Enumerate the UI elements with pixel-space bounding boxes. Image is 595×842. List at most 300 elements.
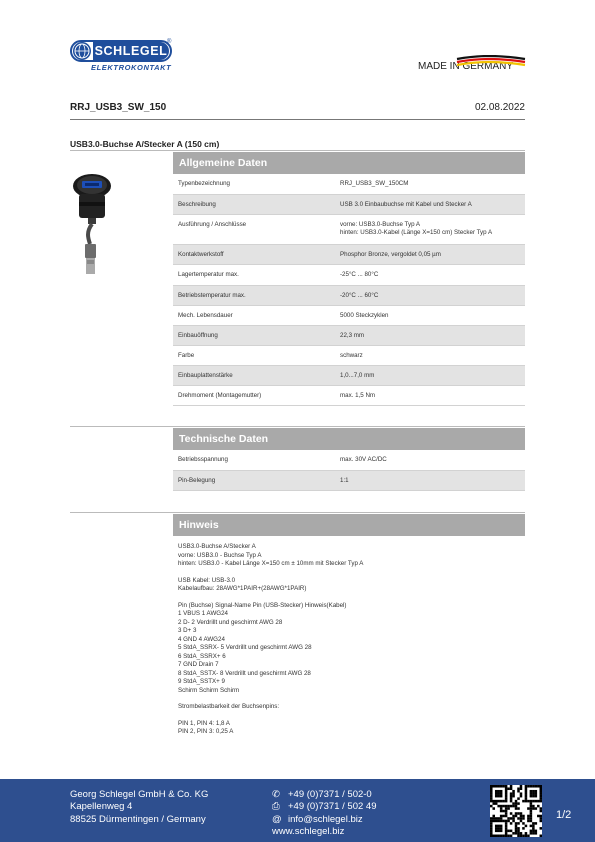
- company-name: Georg Schlegel GmbH & Co. KG: [70, 789, 209, 800]
- row-label: Typenbezeichnung: [178, 180, 230, 187]
- qr-module: [502, 815, 505, 818]
- qr-module: [532, 822, 535, 825]
- qr-module: [540, 785, 542, 788]
- row-label: Beschreibung: [178, 201, 216, 208]
- qr-module: [510, 800, 513, 803]
- qr-module: [497, 795, 500, 798]
- qr-module: [505, 805, 508, 808]
- logo-wordmark: SCHLEGEL: [94, 44, 168, 58]
- qr-module: [520, 812, 523, 815]
- row-label: Einbauöffnung: [178, 332, 218, 339]
- row-label: Lagertemperatur max.: [178, 271, 239, 278]
- row-value: USB 3.0 Einbaubuchse mit Kabel und Stecker A: [340, 201, 472, 208]
- note-line: PIN 2, PIN 3: 0,25 A: [178, 728, 234, 735]
- qr-module: [520, 815, 523, 818]
- qr-module: [527, 815, 530, 818]
- qr-module: [525, 790, 528, 793]
- note-line: USB3.0-Buchse A/Stecker A: [178, 543, 256, 550]
- qr-module: [500, 825, 503, 828]
- qr-module: [517, 802, 520, 805]
- spacer: [178, 695, 518, 703]
- qr-module: [540, 835, 542, 837]
- qr-module: [520, 832, 523, 835]
- germany-flag-icon: [455, 55, 527, 69]
- qr-module: [520, 835, 523, 837]
- qr-module: [492, 815, 495, 818]
- qr-module: [510, 787, 513, 790]
- note-line: PIN 1, PIN 4: 1,8 A: [178, 719, 230, 727]
- row-label: Betriebstemperatur max.: [178, 292, 246, 299]
- qr-module: [495, 827, 498, 830]
- qr-module: [490, 822, 493, 825]
- table-row: [173, 265, 525, 286]
- qr-module: [500, 805, 503, 808]
- qr-module: [515, 830, 518, 833]
- qr-module: [510, 835, 513, 837]
- qr-module: [532, 825, 535, 828]
- qr-module: [522, 827, 525, 830]
- qr-module: [502, 785, 505, 788]
- qr-module: [507, 830, 510, 833]
- general-data-table: [173, 174, 525, 406]
- qr-module: [512, 820, 515, 823]
- qr-module: [490, 797, 493, 800]
- qr-module: [500, 820, 503, 823]
- qr-module: [505, 812, 508, 815]
- qr-module: [512, 790, 515, 793]
- qr-module: [492, 835, 495, 837]
- qr-module: [537, 805, 540, 808]
- qr-module: [532, 832, 535, 835]
- qr-module: [530, 800, 533, 803]
- spacer: [178, 569, 518, 577]
- fax-icon: ⎙: [272, 801, 280, 813]
- note-line: 1 VBUS 1 AWG24: [178, 610, 228, 617]
- qr-module: [507, 787, 510, 790]
- qr-module: [517, 797, 520, 800]
- technical-data-table: [173, 450, 525, 491]
- section-divider: [70, 150, 525, 151]
- qr-module: [490, 792, 493, 795]
- qr-module: [517, 827, 520, 830]
- qr-module: [515, 802, 518, 805]
- qr-module: [490, 820, 493, 823]
- qr-module: [512, 802, 515, 805]
- qr-module: [530, 785, 533, 788]
- row-label: Kontaktwerkstoff: [178, 251, 224, 258]
- qr-module: [490, 795, 493, 798]
- qr-module: [505, 787, 508, 790]
- qr-module: [505, 830, 508, 833]
- qr-module: [492, 785, 495, 788]
- qr-module: [510, 785, 513, 788]
- note-line: 5 StdA_SSRX- 5 Verdrillt und geschirmt AWG 28: [178, 644, 312, 651]
- qr-module: [505, 815, 508, 818]
- qr-module: [540, 800, 542, 803]
- qr-module: [510, 792, 513, 795]
- qr-module: [502, 810, 505, 813]
- qr-module: [532, 790, 535, 793]
- note-line: Schirm Schirm Schirm: [178, 686, 240, 694]
- table-row: [173, 245, 525, 265]
- qr-module: [520, 817, 523, 820]
- qr-module: [530, 825, 533, 828]
- qr-module: [532, 795, 535, 798]
- note-line: 2 D- 2 Verdrillt und geschirmt AWG 28: [178, 618, 283, 626]
- qr-module: [490, 787, 493, 790]
- qr-module: [512, 817, 515, 820]
- qr-module: [515, 827, 518, 830]
- qr-module: [515, 822, 518, 825]
- product-subtitle: USB3.0-Buchse A/Stecker A (150 cm): [70, 139, 220, 149]
- qr-module: [535, 832, 538, 835]
- qr-module: [505, 820, 508, 823]
- qr-module: [527, 820, 530, 823]
- qr-module: [530, 830, 533, 833]
- qr-module: [505, 825, 508, 828]
- qr-module: [530, 805, 533, 808]
- qr-module: [500, 815, 503, 818]
- qr-module: [497, 830, 500, 833]
- qr-module: [495, 792, 498, 795]
- qr-module: [540, 797, 542, 800]
- note-line: 6 StdA_SSRX+ 6: [178, 652, 226, 660]
- website-link[interactable]: www.schlegel.biz: [272, 825, 345, 837]
- qr-module: [530, 802, 533, 805]
- qr-module: [512, 805, 515, 808]
- qr-module: [510, 805, 513, 808]
- qr-module: [490, 785, 493, 788]
- row-value: -25°C ... 80°C: [340, 271, 379, 278]
- qr-module: [502, 820, 505, 823]
- section-header-allgemein: Allgemeine Daten: [173, 152, 525, 174]
- qr-module: [497, 790, 500, 793]
- logo-subtitle: ELEKTROKONTAKT: [91, 63, 172, 72]
- product-image: [66, 172, 118, 280]
- qr-module: [527, 785, 530, 788]
- document-id: RRJ_USB3_SW_150: [70, 102, 167, 113]
- qr-module: [515, 812, 518, 815]
- qr-module: [517, 790, 520, 793]
- qr-module: [512, 832, 515, 835]
- fax-number[interactable]: +49 (0)7371 / 502 49: [288, 801, 377, 813]
- qr-module: [525, 800, 528, 803]
- qr-module: [535, 830, 538, 833]
- qr-module: [520, 787, 523, 790]
- qr-module: [530, 810, 533, 813]
- row-label: Einbauplattenstärke: [178, 372, 233, 379]
- qr-module: [530, 820, 533, 823]
- qr-module: [525, 792, 528, 795]
- qr-module: [520, 785, 523, 788]
- qr-module: [500, 817, 503, 820]
- qr-module: [497, 820, 500, 823]
- table-row: [173, 174, 525, 195]
- qr-module: [522, 817, 525, 820]
- email-link[interactable]: info@schlegel.biz: [288, 813, 363, 825]
- qr-module: [512, 795, 515, 798]
- qr-module: [502, 805, 505, 808]
- qr-module: [495, 817, 498, 820]
- phone-number[interactable]: +49 (0)7371 / 502-0: [288, 789, 372, 800]
- qr-module: [520, 795, 523, 798]
- row-value: 1,0...7,0 mm: [340, 372, 375, 379]
- qr-module: [527, 807, 530, 810]
- qr-module: [505, 822, 508, 825]
- qr-module: [517, 787, 520, 790]
- section-header-technisch: Technische Daten: [173, 428, 525, 450]
- qr-module: [497, 785, 500, 788]
- note-line: hinten: USB3.0 - Kabel Länge X=150 cm ± 10mm mit Stecker Typ A: [178, 560, 364, 567]
- qr-module: [500, 807, 503, 810]
- qr-module: [527, 835, 530, 837]
- table-row: [173, 471, 525, 491]
- qr-module: [540, 807, 542, 810]
- qr-module: [490, 832, 493, 835]
- qr-module: [535, 807, 538, 810]
- page-number: 1/2: [556, 809, 572, 821]
- table-row: [173, 386, 525, 406]
- qr-module: [492, 817, 495, 820]
- qr-module: [495, 820, 498, 823]
- qr-module: [532, 807, 535, 810]
- qr-module: [500, 790, 503, 793]
- qr-module: [532, 800, 535, 803]
- qr-module: [490, 827, 493, 830]
- qr-module: [515, 832, 518, 835]
- qr-module: [525, 825, 528, 828]
- qr-module: [490, 790, 493, 793]
- qr-module: [540, 787, 542, 790]
- qr-module: [522, 835, 525, 837]
- qr-module: [537, 815, 540, 818]
- qr-module: [515, 807, 518, 810]
- note-line: 8 StdA_SSTX- 8 Verdrillt und geschirmt AWG 28: [178, 669, 311, 677]
- note-line: Pin (Buchse) Signal-Name Pin (USB-Stecker) Hinweis(Kabel): [178, 601, 347, 609]
- qr-module: [497, 792, 500, 795]
- qr-module: [505, 800, 508, 803]
- note-line: Strombelastbarkeit der Buchsenpins:: [178, 703, 280, 710]
- row-value: max. 30V AC/DC: [340, 456, 387, 463]
- qr-module: [517, 822, 520, 825]
- qr-module: [520, 792, 523, 795]
- qr-module: [515, 825, 518, 828]
- row-label: Mech. Lebensdauer: [178, 312, 233, 319]
- qr-module: [495, 802, 498, 805]
- row-value: Phosphor Bronze, vergoldet 0,05 µm: [340, 251, 441, 258]
- registered-icon: ®: [167, 39, 172, 45]
- qr-module: [507, 807, 510, 810]
- qr-module: [525, 795, 528, 798]
- qr-module: [540, 792, 542, 795]
- qr-module: [507, 820, 510, 823]
- qr-module: [522, 800, 525, 803]
- qr-module: [517, 812, 520, 815]
- qr-module: [530, 812, 533, 815]
- qr-module: [507, 805, 510, 808]
- section-divider: [70, 512, 525, 513]
- qr-module: [525, 785, 528, 788]
- qr-module: [505, 807, 508, 810]
- row-label: Farbe: [178, 352, 195, 359]
- qr-module: [495, 785, 498, 788]
- table-row: [173, 306, 525, 326]
- row-label: Ausführung / Anschlüsse: [178, 221, 247, 228]
- row-value: vorne: USB3.0-Buchse Typ A hinten: USB3.0-Kabel (Länge X=150 cm) Stecker Typ A: [340, 221, 493, 237]
- qr-module: [520, 820, 523, 823]
- qr-module: [502, 800, 505, 803]
- qr-module: [492, 820, 495, 823]
- qr-module: [535, 800, 538, 803]
- qr-module: [517, 817, 520, 820]
- qr-module: [505, 790, 508, 793]
- qr-module: [540, 820, 542, 823]
- qr-module: [540, 817, 542, 820]
- qr-module: [510, 822, 513, 825]
- qr-module: [500, 795, 503, 798]
- table-row: [173, 326, 525, 346]
- qr-module: [510, 797, 513, 800]
- table-row: [173, 366, 525, 386]
- table-row: [173, 450, 525, 471]
- qr-module: [497, 827, 500, 830]
- qr-module: [522, 815, 525, 818]
- document-date: 02.08.2022: [474, 102, 525, 113]
- qr-module: [500, 792, 503, 795]
- row-value: 22,3 mm: [340, 332, 365, 339]
- qr-module: [532, 827, 535, 830]
- qr-module: [530, 795, 533, 798]
- globe-icon: [73, 42, 91, 60]
- qr-module: [517, 807, 520, 810]
- qr-module: [540, 827, 542, 830]
- row-label: Drehmoment (Montagemutter): [178, 392, 262, 399]
- qr-module: [517, 832, 520, 835]
- note-line: 3 D+ 3: [178, 627, 197, 634]
- qr-module: [497, 805, 500, 808]
- row-value: RRJ_USB3_SW_150CM: [340, 180, 409, 187]
- qr-module: [515, 800, 518, 803]
- qr-module: [495, 830, 498, 833]
- qr-module: [497, 835, 500, 837]
- section-divider: [70, 426, 525, 427]
- qr-module: [532, 830, 535, 833]
- qr-module: [490, 800, 493, 803]
- qr-module: [517, 835, 520, 837]
- qr-module: [500, 835, 503, 837]
- qr-module: [507, 817, 510, 820]
- qr-module: [490, 825, 493, 828]
- qr-module: [505, 832, 508, 835]
- qr-module: [495, 800, 498, 803]
- note-text: [178, 543, 518, 737]
- qr-module: [530, 790, 533, 793]
- qr-module: [532, 805, 535, 808]
- qr-module: [525, 787, 528, 790]
- qr-module: [505, 827, 508, 830]
- phone-icon: ✆: [272, 789, 280, 800]
- row-label: Pin-Belegung: [178, 477, 216, 484]
- qr-module: [540, 795, 542, 798]
- note-line: USB Kabel: USB-3.0: [178, 576, 236, 584]
- footer-address: [70, 789, 208, 826]
- qr-module: [500, 827, 503, 830]
- row-value: schwarz: [340, 352, 363, 359]
- qr-module: [490, 805, 493, 808]
- qr-module: [510, 817, 513, 820]
- table-row: [173, 286, 525, 306]
- qr-module: [530, 792, 533, 795]
- section-header-hinweis: Hinweis: [173, 514, 525, 536]
- qr-module: [530, 815, 533, 818]
- qr-module: [540, 810, 542, 813]
- footer-contact: [272, 789, 376, 838]
- qr-module: [540, 790, 542, 793]
- qr-module: [505, 792, 508, 795]
- qr-module: [522, 822, 525, 825]
- qr-module: [535, 790, 538, 793]
- note-line: 4 GND 4 AWG24: [178, 635, 225, 643]
- qr-module: [510, 795, 513, 798]
- qr-module: [510, 830, 513, 833]
- qr-module: [500, 785, 503, 788]
- qr-code[interactable]: [490, 785, 542, 837]
- qr-module: [500, 800, 503, 803]
- note-line: 9 StdA_SSTX+ 9: [178, 678, 225, 685]
- qr-module: [500, 830, 503, 833]
- qr-module: [517, 830, 520, 833]
- qr-module: [497, 825, 500, 828]
- qr-module: [502, 835, 505, 837]
- qr-module: [525, 797, 528, 800]
- row-value: max. 1,5 Nm: [340, 392, 376, 399]
- qr-module: [505, 797, 508, 800]
- qr-module: [535, 795, 538, 798]
- note-line: 7 GND Drain 7: [178, 661, 219, 668]
- qr-module: [532, 785, 535, 788]
- spacer: [178, 712, 518, 720]
- table-row: [173, 215, 525, 245]
- table-row: [173, 346, 525, 366]
- qr-module: [505, 795, 508, 798]
- city: 88525 Dürmentingen / Germany: [70, 813, 206, 825]
- qr-module: [525, 832, 528, 835]
- qr-module: [495, 795, 498, 798]
- qr-module: [515, 815, 518, 818]
- row-value: -20°C ... 60°C: [340, 292, 379, 299]
- qr-module: [505, 810, 508, 813]
- note-line: Kabelaufbau: 28AWG*1PAIR+(28AWG*1PAIR): [178, 585, 307, 592]
- qr-module: [537, 800, 540, 803]
- qr-module: [505, 785, 508, 788]
- spacer: [178, 594, 518, 602]
- qr-module: [500, 810, 503, 813]
- table-row: [173, 195, 525, 215]
- qr-module: [492, 807, 495, 810]
- qr-module: [495, 835, 498, 837]
- row-label: Betriebsspannung: [178, 456, 228, 463]
- qr-module: [512, 792, 515, 795]
- row-value: 1:1: [340, 477, 349, 484]
- qr-module: [530, 807, 533, 810]
- qr-module: [537, 785, 540, 788]
- qr-module: [535, 785, 538, 788]
- made-in-label: MADE IN GERMANY: [418, 61, 514, 72]
- qr-module: [512, 815, 515, 818]
- qr-module: [490, 830, 493, 833]
- qr-module: [535, 792, 538, 795]
- note-line: vorne: USB3.0 - Buchse Typ A: [178, 551, 262, 559]
